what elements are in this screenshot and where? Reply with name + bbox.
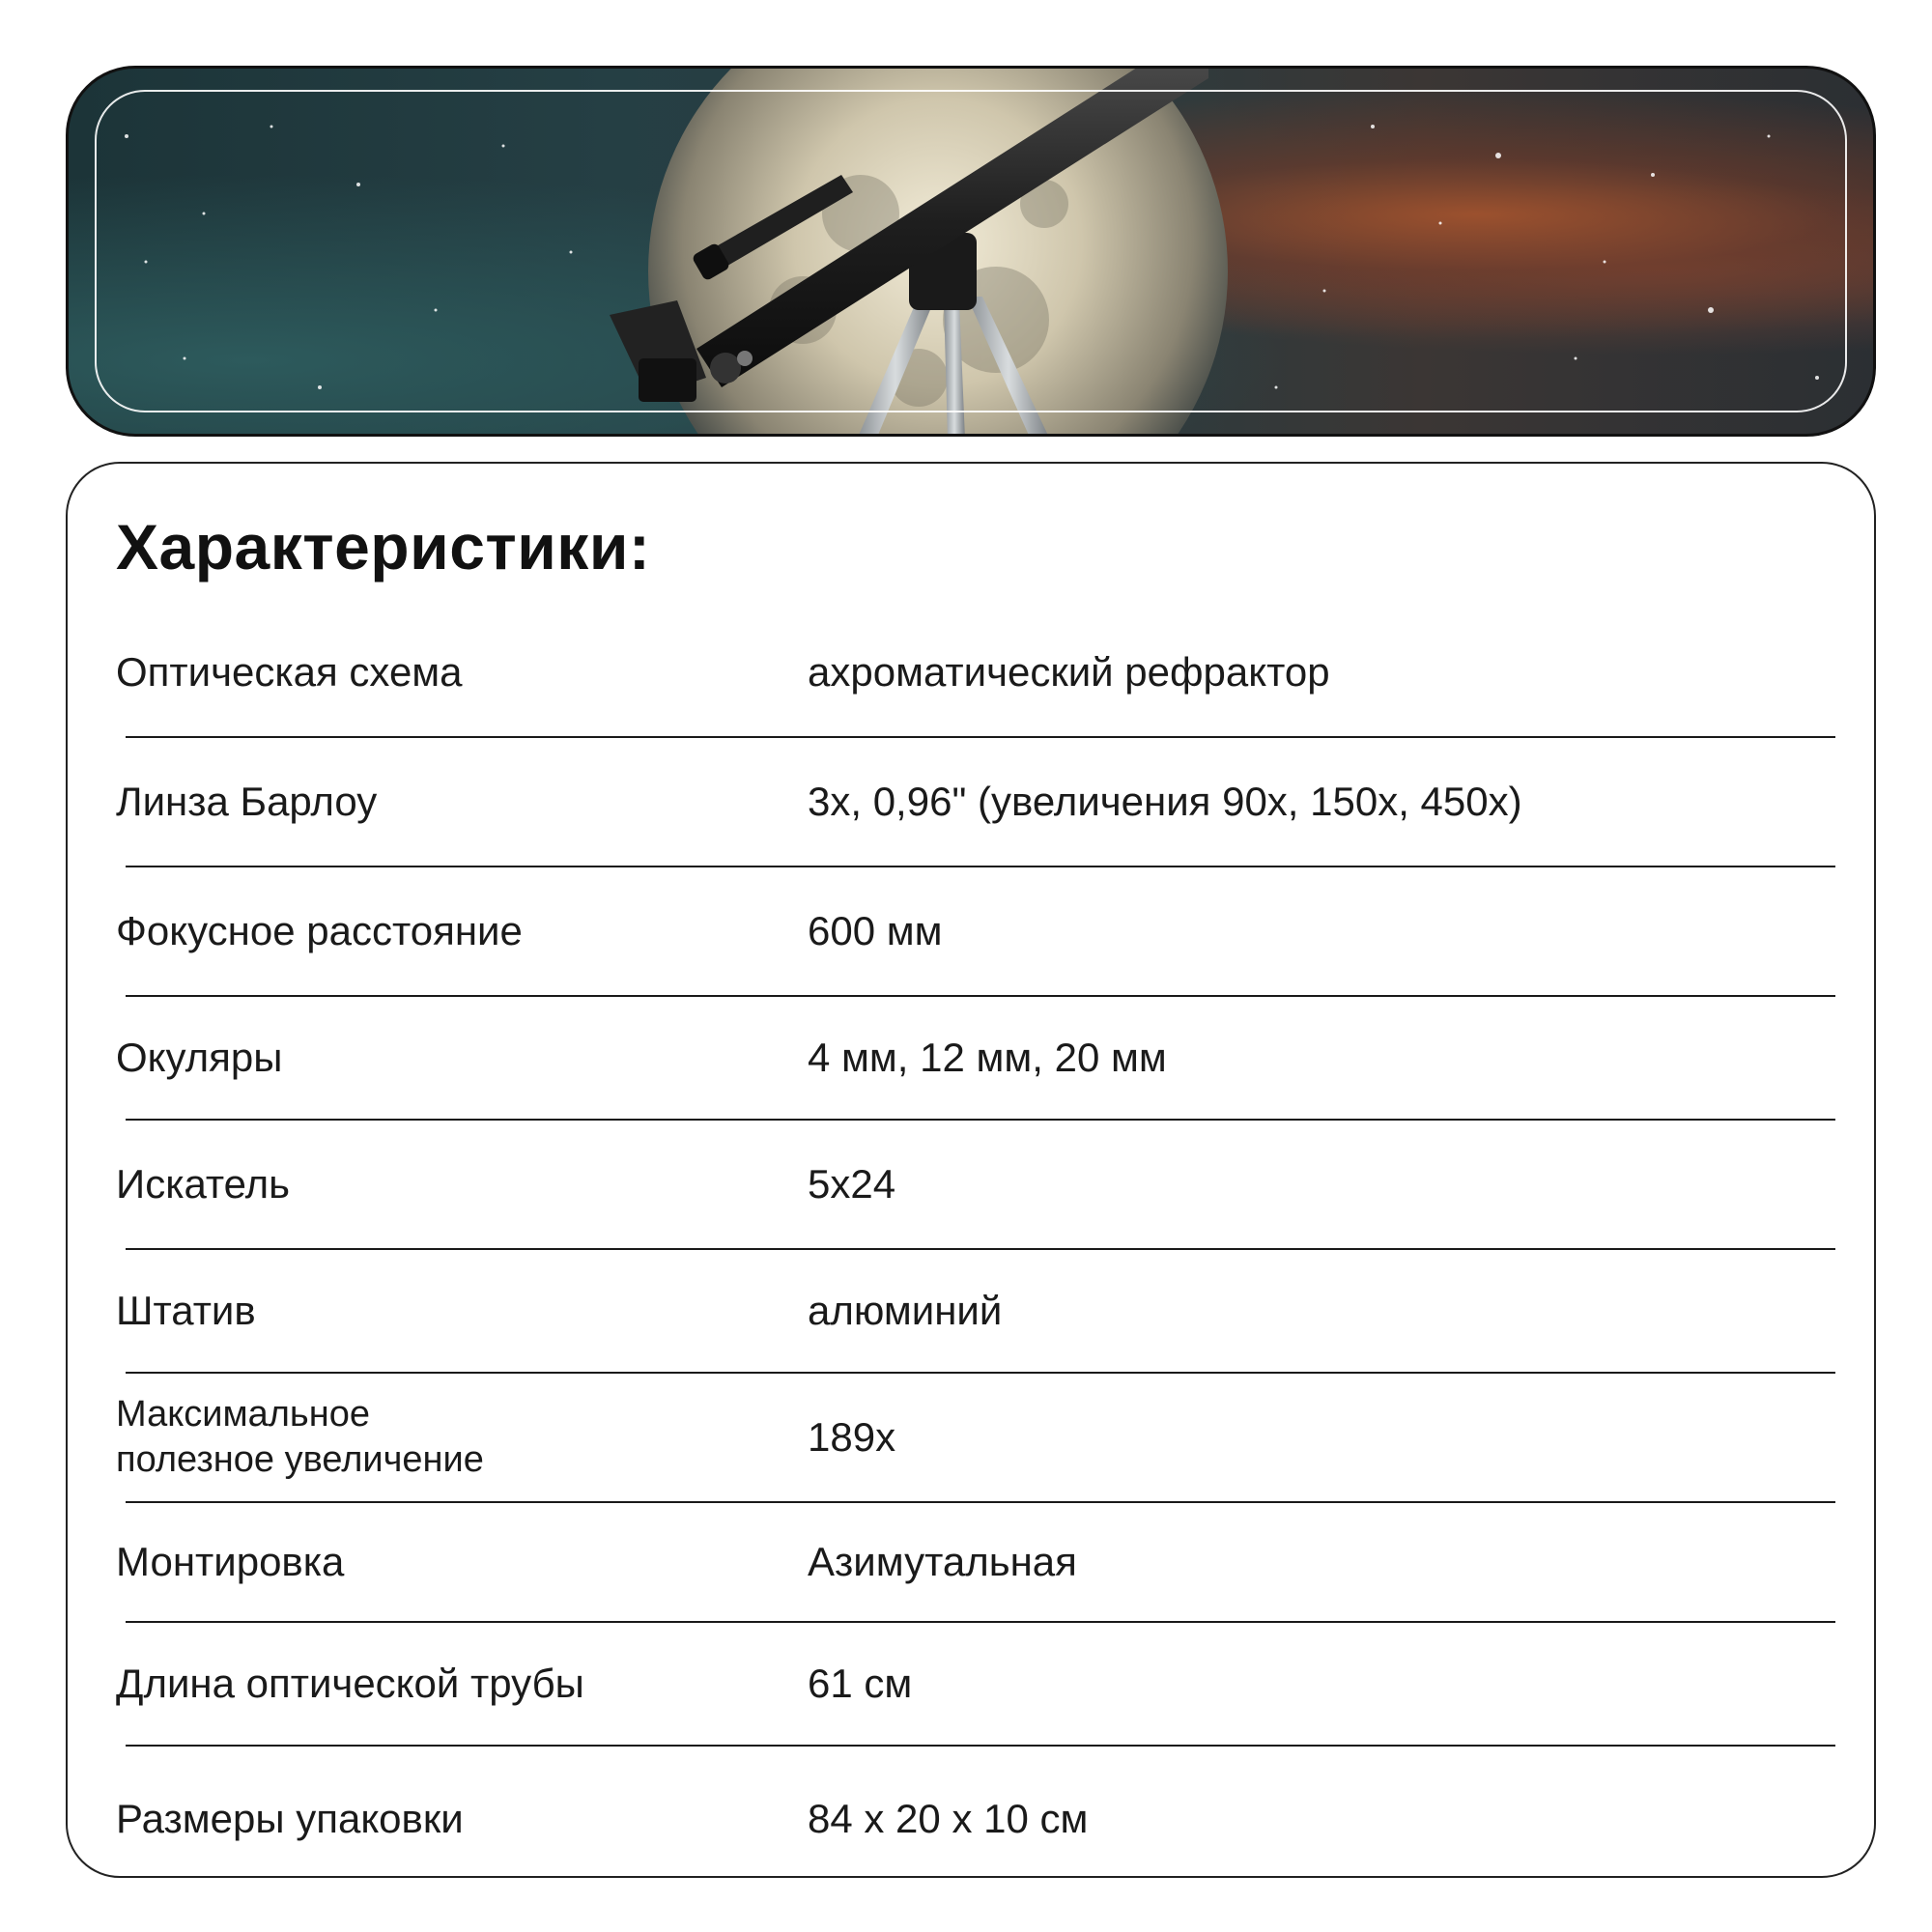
spec-value: 189x (808, 1414, 896, 1460)
spec-row-package-size (116, 1747, 1835, 1891)
spec-row-tube-length (116, 1623, 1835, 1747)
spec-label: Максимальное полезное увеличение (116, 1393, 484, 1480)
spec-label: Длина оптической трубы (116, 1660, 584, 1706)
spec-row-focal-length (116, 867, 1835, 997)
spec-label: Оптическая схема (116, 648, 463, 695)
specs-title: Характеристики: (116, 511, 651, 582)
spec-label: Монтировка (116, 1538, 345, 1584)
spec-label: Искатель (116, 1160, 291, 1207)
spec-row-max-magnification (116, 1374, 1835, 1503)
spec-value: 600 мм (808, 908, 943, 953)
spec-row-barlow-lens (116, 738, 1835, 867)
spec-label: Окуляры (116, 1034, 283, 1080)
spec-label: Размеры упаковки (116, 1795, 464, 1841)
spec-value: 84 x 20 x 10 см (808, 1796, 1089, 1841)
spec-row-mount (116, 1503, 1835, 1623)
spec-label: Линза Барлоу (116, 778, 378, 824)
spec-value: алюминий (808, 1288, 1003, 1333)
spec-value: 4 мм, 12 мм, 20 мм (808, 1035, 1167, 1080)
spec-value: ахроматический рефрактор (808, 649, 1330, 695)
specs-table (116, 609, 1835, 1891)
specs-card (66, 462, 1876, 1878)
spec-label: Фокусное расстояние (116, 907, 523, 953)
banner-frame (95, 90, 1847, 412)
hero-banner-image (66, 66, 1876, 437)
spec-row-tripod (116, 1250, 1835, 1374)
spec-label: Штатив (116, 1287, 256, 1333)
spec-row-finder (116, 1121, 1835, 1250)
spec-value: Азимутальная (808, 1539, 1077, 1584)
spec-value: 3x, 0,96" (увеличения 90x, 150x, 450x) (808, 779, 1522, 824)
spec-row-optical-scheme (116, 609, 1835, 738)
spec-row-eyepieces (116, 997, 1835, 1121)
spec-value: 61 см (808, 1661, 913, 1706)
spec-value: 5x24 (808, 1161, 896, 1207)
